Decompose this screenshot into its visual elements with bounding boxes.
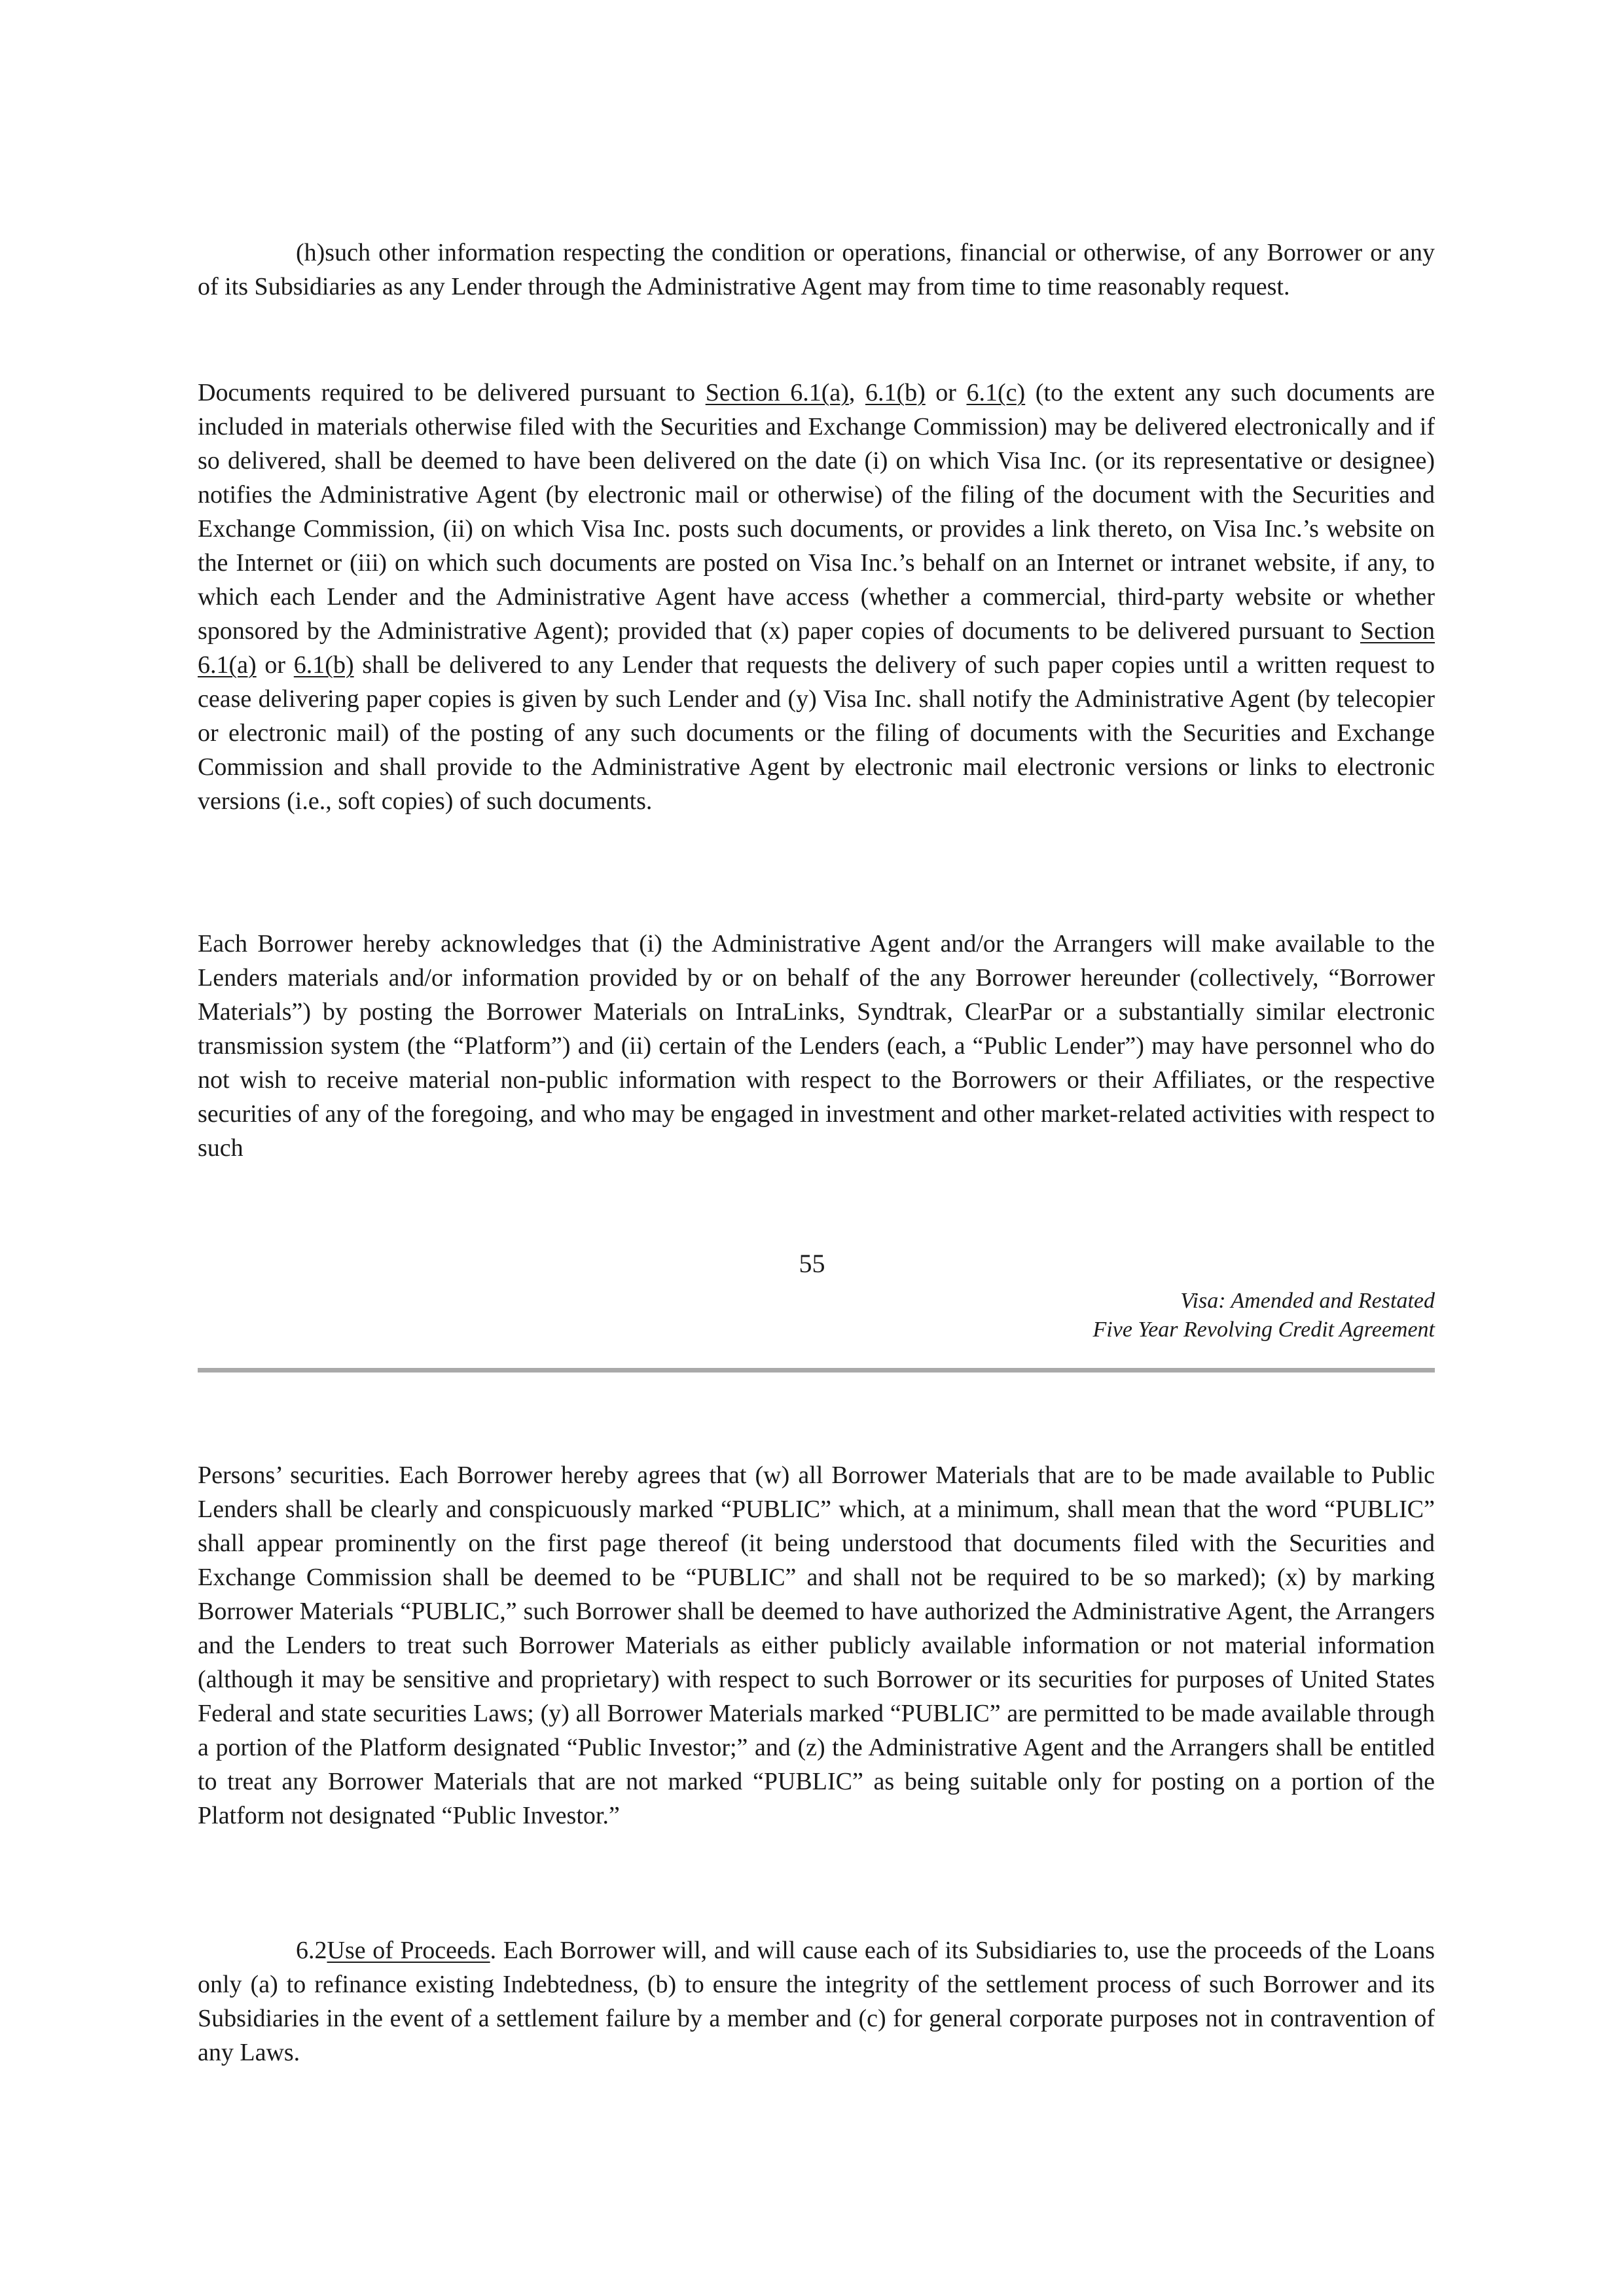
- section-heading: Use of Proceeds: [327, 1937, 490, 1964]
- section-reference: 6.1(b): [865, 379, 926, 406]
- public-marking-block: [198, 1458, 1435, 1833]
- text-run: (to the extent any such documents are included in materials otherwise filed with the Securities and Exchange Commission) may be delivered electronically and if so delivered, shall be deemed to have been delivered on the date (i) on which Visa Inc. (or its representative or designee) notifies the Administrative Agent (by electronic mail or otherwise) of the filing of the document with the Securities and Exchange Commission, (ii) on which Visa Inc. posts such documents, or provides a link thereto, on Visa Inc.’s website on the Internet or (iii) on which such documents are posted on Visa Inc.’s behalf on an Internet or intranet website, if any, to which each Lender and the Administrative Agent have access (whether a commercial, third-party website or whether sponsored by the Administrative Agent); provided that (x) paper copies of documents to be delivered pursuant to: [198, 379, 1435, 645]
- footer-title-line-1: Visa: Amended and Restated: [1180, 1289, 1435, 1313]
- use-of-proceeds-paragraph: [198, 1933, 1435, 2070]
- page-break-divider: [198, 1368, 1435, 1372]
- documents-delivery-block: [198, 376, 1435, 818]
- text-run: . Each Borrower will, and will cause each of its Subsidiaries to, use the proceeds of the Loans only (a) to refinance existing Indebtedness, (b) to ensure the integrity of the settlement process of such Borrower and its Subsidiaries in the event of a settlement failure by a member and (c) for general corporate purposes not in contravention of any Laws.: [198, 1937, 1435, 2066]
- text-run: or: [256, 651, 294, 679]
- acknowledgement-block: [198, 927, 1435, 1165]
- section-reference: 6.1(c): [966, 379, 1026, 406]
- footer-title-line-2: Five Year Revolving Credit Agreement: [1092, 1318, 1435, 1342]
- use-of-proceeds-block: [198, 1933, 1435, 2070]
- page-number: 55: [799, 1249, 825, 1278]
- section-reference: Section 6.1(a): [705, 379, 849, 406]
- section-reference: 6.1(b): [293, 651, 354, 679]
- acknowledgement-paragraph: Each Borrower hereby acknowledges that (i) the Administrative Agent and/or the Arrangers will make available to the Lenders materials and/or information provided by or on behalf of the any Borrower hereunder (collectively, “Borrower Materials”) by posting the Borrower Materials on IntraLinks, Syndtrak, ClearPar or a substantially similar electronic transmission system (the “Platform”) and (ii) certain of the Lenders (each, a “Public Lender”) may have personnel who do not wish to receive material non-public information with respect to the Borrowers or their Affiliates, or the respective securities of any of the foregoing, and who may be engaged in investment and other market-related activities with respect to such: [198, 930, 1435, 1162]
- clause-h-paragraph: (h)such other information respecting the condition or operations, financial or otherwise, of any Borrower or any of its Subsidiaries as any Lender through the Administrative Agent may from time to time reasonably request.: [198, 239, 1435, 300]
- agreement-title-footer: [1093, 1287, 1435, 1344]
- text-run: ,: [848, 379, 865, 406]
- public-marking-paragraph: Persons’ securities. Each Borrower hereby agrees that (w) all Borrower Materials that are to be made available to Public Lenders shall be clearly and conspicuously marked “PUBLIC” which, at a minimum, shall mean that the word “PUBLIC” shall appear prominently on the first page thereof (it being understood that documents filed with the Securities and Exchange Commission shall be deemed to be “PUBLIC” and shall not be required to be so marked); (x) by marking Borrower Materials “PUBLIC,” such Borrower shall be deemed to have authorized the Administrative Agent, the Arrangers and the Lenders to treat such Borrower Materials as either publicly available information or not material information (although it may be sensitive and proprietary) with respect to such Borrower or its securities for purposes of United States Federal and state securities Laws; (y) all Borrower Materials marked “PUBLIC” are permitted to be made available through a portion of the Platform designated “Public Investor;” and (z) the Administrative Agent and the Arrangers shall be entitled to treat any Borrower Materials that are not marked “PUBLIC” as being suitable only for posting on a portion of the Platform not designated “Public Investor.”: [198, 1462, 1435, 1829]
- text-run: or: [925, 379, 967, 406]
- text-run: shall be delivered to any Lender that requests the delivery of such paper copies until a written request to cease delivering paper copies is given by such Lender and (y) Visa Inc. shall notify the Administrative Agent (by telecopier or electronic mail) of the posting of any such documents or the filing of documents with the Securities and Exchange Commission and shall provide to the Administrative Agent by electronic mail electronic versions or links to electronic versions (i.e., soft copies) of such documents.: [198, 651, 1435, 815]
- section-number: 6.2: [296, 1937, 327, 1964]
- section-reference: Section 6.1(a): [198, 617, 1435, 679]
- text-run: Documents required to be delivered pursuant to: [198, 379, 706, 406]
- clause-h-block: [198, 236, 1435, 304]
- documents-delivery-paragraph: [198, 376, 1435, 818]
